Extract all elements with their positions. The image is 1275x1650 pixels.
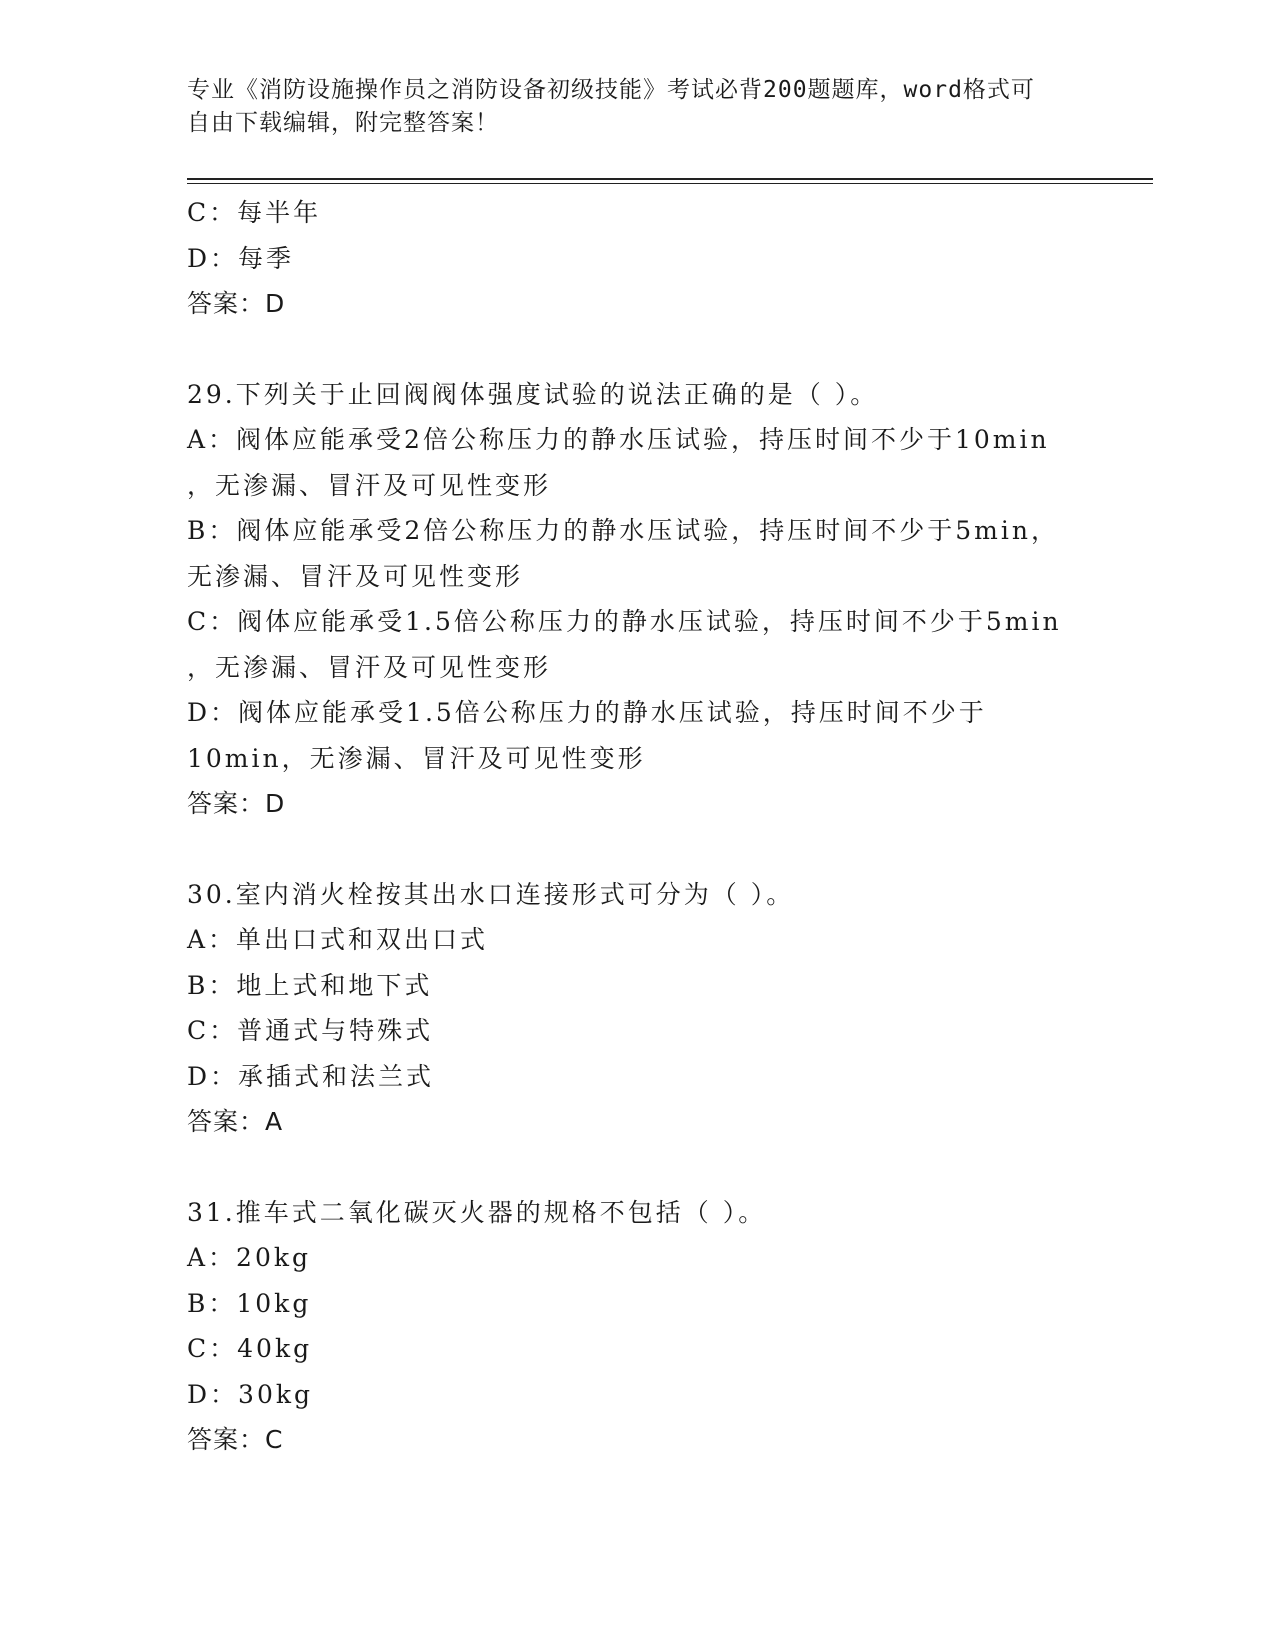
document-body [187,190,1117,1463]
option-a-continued: ，无渗漏、冒汗及可见性变形 [187,470,552,500]
answer-line: 答案：A [187,1107,284,1136]
option-d: D：每季 [187,243,295,273]
option-a: A：阀体应能承受2倍公称压力的静水压试验，持压时间不少于10min [187,425,1050,454]
option-b: B：地上式和地下式 [187,970,433,1000]
option-d: D：阀体应能承受1.5倍公称压力的静水压试验，持压时间不少于 [187,698,987,727]
answer-line: 答案：D [187,289,286,318]
spacer [187,827,1117,872]
option-d-continued: 10min，无渗漏、冒汗及可见性变形 [187,743,646,773]
question-text: 30.室内消火栓按其出水口连接形式可分为（ ）。 [187,879,795,909]
option-b-continued: 无渗漏、冒汗及可见性变形 [187,561,524,591]
question-28-tail [187,190,1117,327]
option-a: A：单出口式和双出口式 [187,925,489,954]
option-c: C：阀体应能承受1.5倍公称压力的静水压试验，持压时间不少于5min [187,607,1062,636]
spacer [187,327,1117,372]
answer-line: 答案：C [187,1425,284,1454]
spacer [187,1145,1117,1190]
option-b: B：10kg [187,1288,312,1318]
header-line-2: 自由下载编辑，附完整答案！ [187,110,499,136]
question-29 [187,372,1117,827]
option-b: B：阀体应能承受2倍公称压力的静水压试验，持压时间不少于5min， [187,516,1059,545]
question-text: 31.推车式二氧化碳灭火器的规格不包括（ ）。 [187,1197,767,1227]
answer-line: 答案：D [187,789,286,818]
option-c: C：40kg [187,1334,313,1363]
option-c: C：每半年 [187,198,322,227]
question-31 [187,1190,1117,1463]
header-divider [187,178,1153,184]
option-d: D：30kg [187,1379,314,1409]
option-d: D：承插式和法兰式 [187,1061,435,1091]
option-a: A：20kg [187,1243,312,1272]
page-header [187,74,1067,140]
option-c-continued: ，无渗漏、冒汗及可见性变形 [187,652,552,682]
question-text: 29.下列关于止回阀阀体强度试验的说法正确的是（ ）。 [187,379,879,409]
option-c: C：普通式与特殊式 [187,1016,434,1045]
header-line-1: 专业《消防设施操作员之消防设备初级技能》考试必背200题题库，word格式可 [187,77,1035,103]
question-30 [187,872,1117,1145]
